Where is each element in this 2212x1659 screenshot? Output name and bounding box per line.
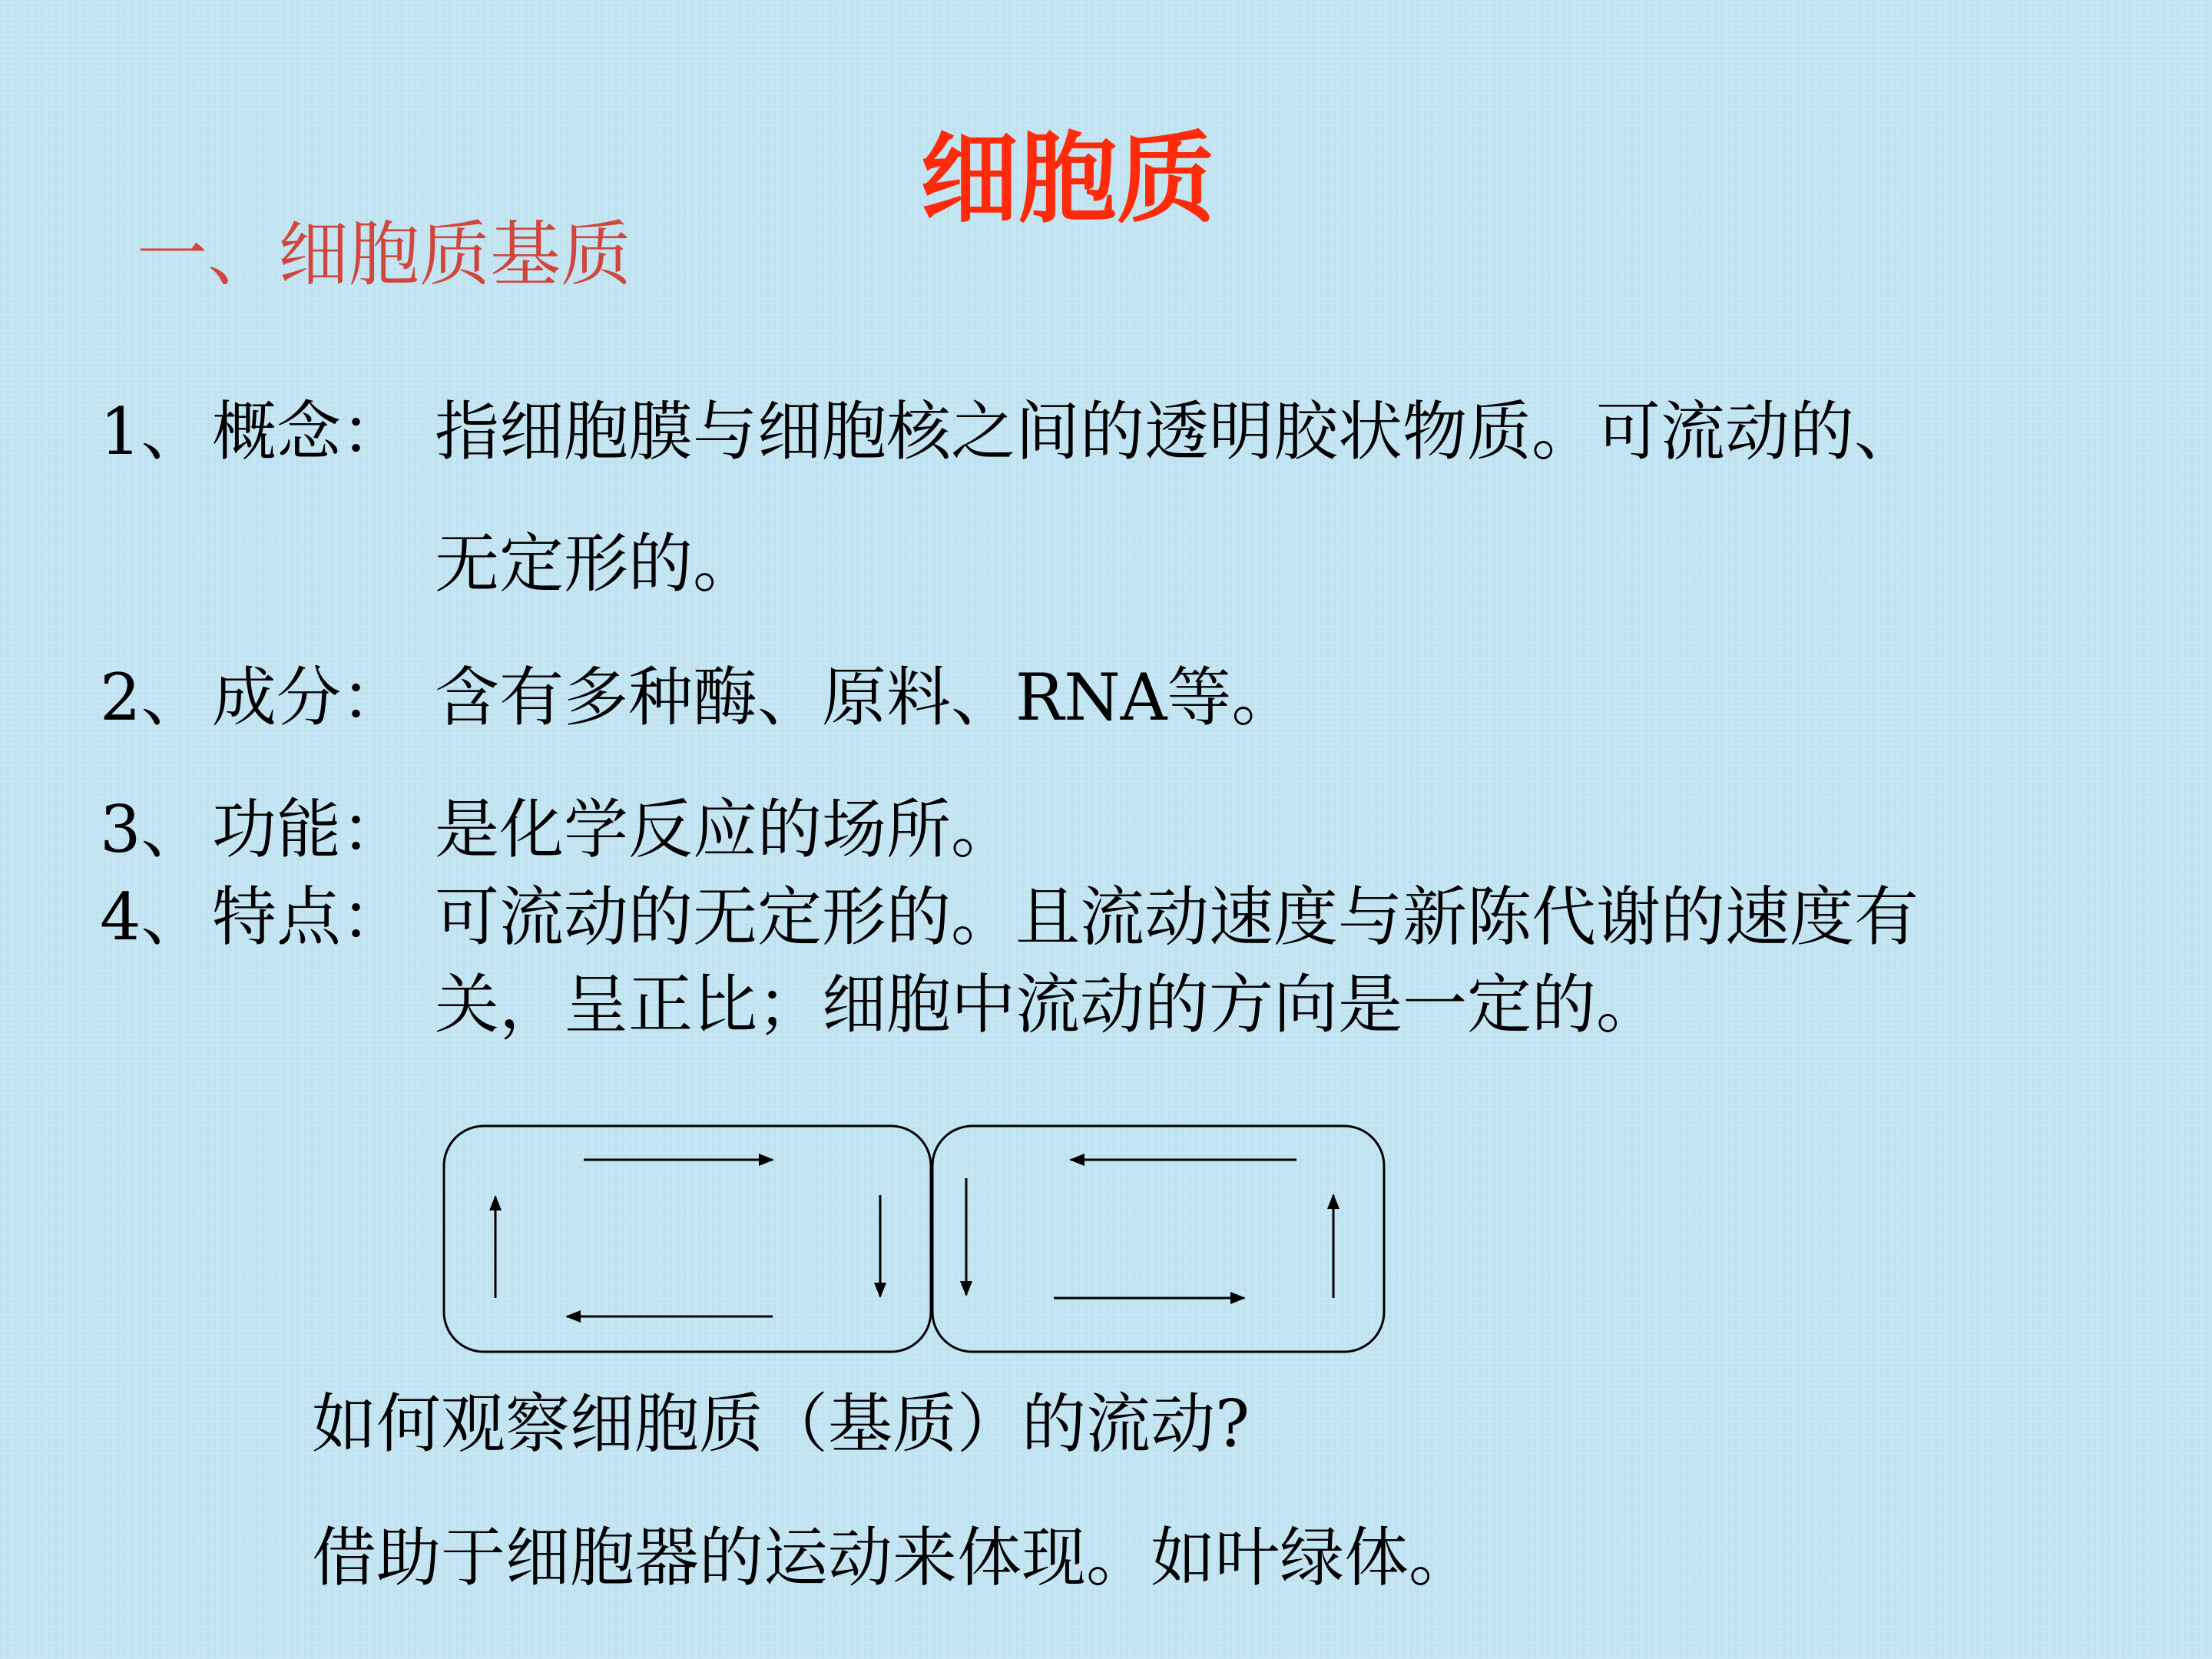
cell-right <box>932 1126 1384 1352</box>
item-4-number: 4、 <box>100 879 206 955</box>
item-1-text-line-1: 指细胞膜与细胞核之间的透明胶状物质。可流动的、 <box>435 394 1919 469</box>
section-heading: 一、细胞质基质 <box>137 214 632 296</box>
item-1-label: 概念： <box>212 394 406 469</box>
item-4-label: 特点： <box>212 879 406 955</box>
item-3-text-line-1: 是化学反应的场所。 <box>435 792 1016 867</box>
item-1-text-line-2: 无定形的。 <box>435 526 758 601</box>
item-4-text-line-2: 关，呈正比；细胞中流动的方向是一定的。 <box>435 967 1661 1042</box>
answer-text: 借助于细胞器的运动来体现。如叶绿体。 <box>312 1520 1474 1595</box>
item-2-text-line-1: 含有多种酶、原料、RNA等。 <box>435 660 1296 735</box>
item-3-label: 功能： <box>212 792 406 867</box>
cell-left <box>444 1126 931 1352</box>
item-3-number: 3、 <box>100 792 206 867</box>
question-text: 如何观察细胞质（基质）的流动? <box>312 1386 1250 1462</box>
item-2-label: 成分： <box>212 660 406 735</box>
item-4-text-line-1: 可流动的无定形的。且流动速度与新陈代谢的速度有 <box>435 879 1919 955</box>
item-2-number: 2、 <box>100 660 206 735</box>
item-1-number: 1、 <box>100 394 206 469</box>
page-title: 细胞质 <box>920 122 1216 237</box>
